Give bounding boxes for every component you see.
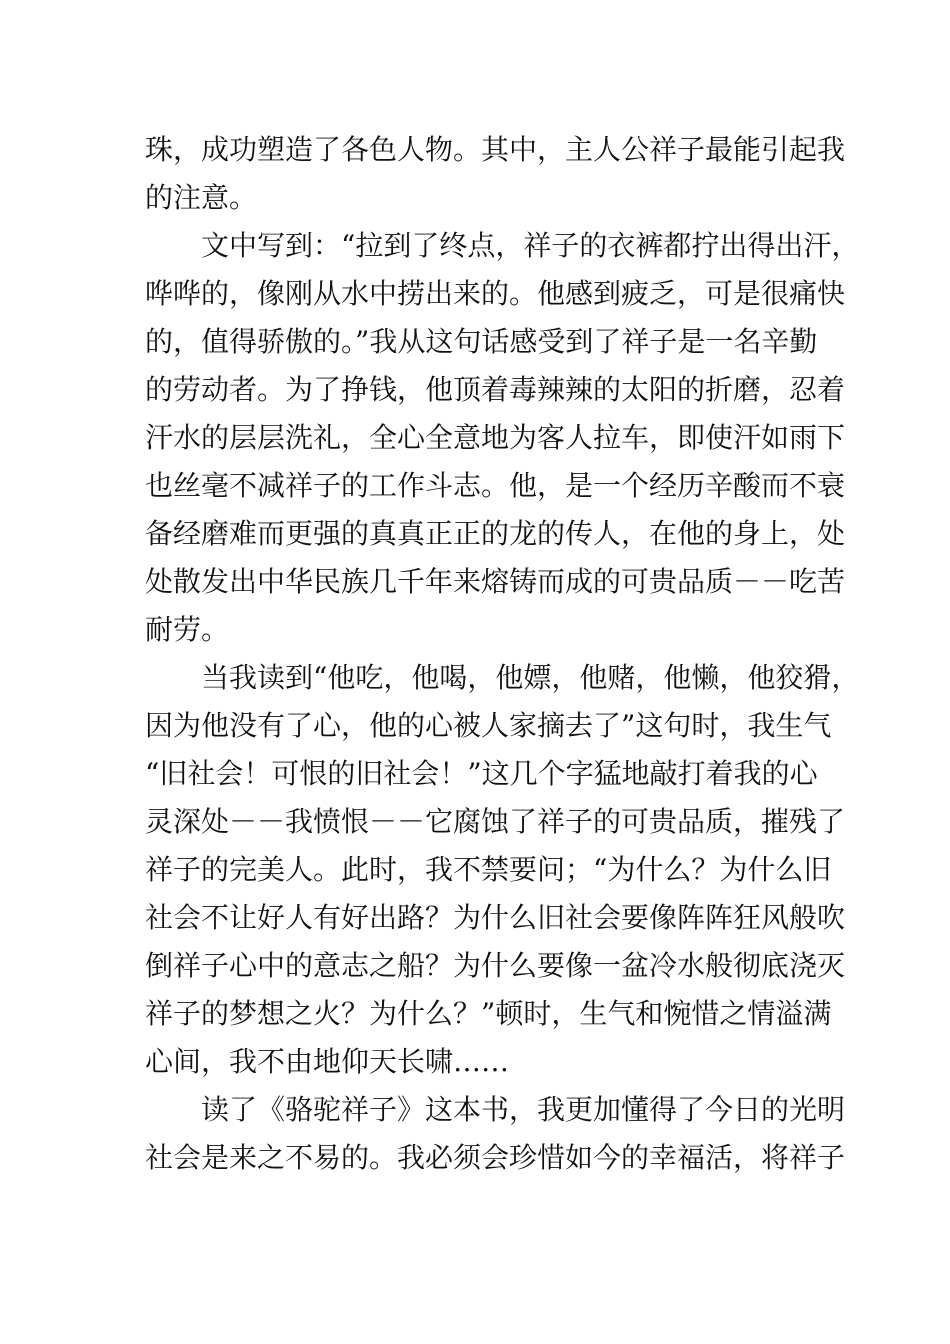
text-line: 耐劳。 [145, 613, 230, 646]
text-line: 因为他没有了心，他的心被人家摘去了”这句时，我生气 [145, 709, 832, 742]
text-line: 的注意。 [145, 181, 258, 214]
text-line: 也丝毫不减祥子的工作斗志。他，是一个经历辛酸而不衰 [145, 469, 846, 502]
text-line: 的劳动者。为了挣钱，他顶着毒辣辣的太阳的折磨，忍着 [145, 373, 846, 406]
text-line: 汗水的层层洗礼，全心全意地为客人拉车，即使汗如雨下 [145, 421, 846, 454]
text-line: 倒祥子心中的意志之船？为什么要像一盆冷水般彻底浇灭 [145, 949, 846, 982]
text-line: 处散发出中华民族几千年来熔铸而成的可贵品质－－吃苦 [145, 565, 846, 598]
paragraph-start-line: 读了《骆驼祥子》这本书，我更加懂得了今日的光明 [201, 1093, 846, 1126]
text-line: 灵深处－－我愤恨－－它腐蚀了祥子的可贵品质，摧残了 [145, 805, 846, 838]
text-line: 的，值得骄傲的。”我从这句话感受到了祥子是一名辛勤 [145, 325, 818, 358]
paragraph-start-line: 当我读到“他吃，他喝，他嫖，他赌，他懒，他狡猾， [201, 661, 860, 694]
text-line: 珠，成功塑造了各色人物。其中，主人公祥子最能引起我 [145, 133, 846, 166]
text-line: “旧社会！可恨的旧社会！”这几个字猛地敲打着我的心 [145, 757, 818, 790]
text-line: 社会不让好人有好出路？为什么旧社会要像阵阵狂风般吹 [145, 901, 846, 934]
text-line: 备经磨难而更强的真真正正的龙的传人，在他的身上，处 [145, 517, 846, 550]
text-line: 心间，我不由地仰天长啸…… [145, 1045, 510, 1078]
text-line: 社会是来之不易的。我必须会珍惜如今的幸福活，将祥子 [145, 1141, 846, 1174]
text-line: 哗哗的，像刚从水中捞出来的。他感到疲乏，可是很痛快 [145, 277, 846, 310]
text-line: 祥子的完美人。此时，我不禁要问；“为什么？为什么旧 [145, 853, 832, 886]
paragraph-start-line: 文中写到：“拉到了终点，祥子的衣裤都拧出得出汗， [201, 229, 860, 262]
text-line: 祥子的梦想之火？为什么？”顿时，生气和惋惜之情溢满 [145, 997, 832, 1030]
essay-body [145, 126, 860, 1182]
